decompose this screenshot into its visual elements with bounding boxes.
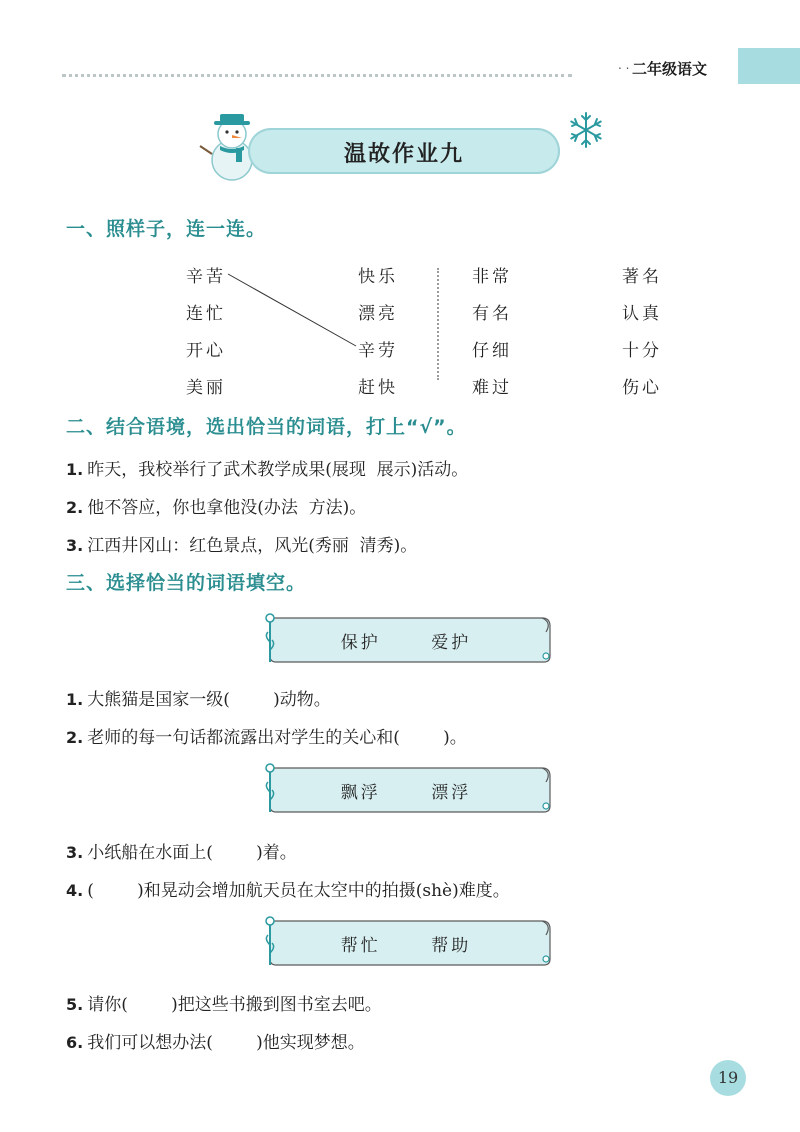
question-number: 2.: [66, 498, 84, 517]
question-number: 1.: [66, 690, 84, 709]
word-choice-scroll: [260, 762, 552, 816]
header-dotted-rule: [62, 74, 572, 77]
question-text[interactable]: 小纸船在水面上( )着。: [87, 843, 297, 863]
question-row: [66, 723, 467, 748]
title-banner: [248, 128, 560, 174]
match-word[interactable]: 辛苦: [186, 267, 226, 287]
question-text[interactable]: 江西井冈山：红色景点，风光(秀丽 清秀)。: [87, 536, 418, 556]
word-choice-scroll: [260, 612, 552, 666]
match-word[interactable]: 伤心: [622, 378, 662, 398]
question-row: [66, 493, 366, 518]
question-row: [66, 685, 331, 710]
word-options: 保护 爱护: [340, 633, 472, 653]
question-number: 1.: [66, 460, 84, 479]
grade-label-tab: [616, 48, 800, 84]
question-text[interactable]: ( )和晃动会增加航天员在太空中的拍摄(shè)难度。: [87, 881, 510, 901]
question-number: 4.: [66, 881, 84, 900]
question-row: [66, 531, 417, 556]
question-text[interactable]: 他不答应，你也拿他没(办法 方法)。: [87, 498, 367, 518]
match-word[interactable]: 连忙: [186, 304, 226, 324]
question-row: [66, 455, 468, 480]
page-title: 温故作业九: [343, 142, 464, 167]
match-word[interactable]: 快乐: [358, 267, 398, 287]
word-choice-scroll: [260, 915, 552, 969]
question-number: 6.: [66, 1033, 84, 1052]
question-row: [66, 838, 297, 863]
question-number: 2.: [66, 728, 84, 747]
question-row: [66, 1028, 365, 1053]
question-text[interactable]: 请你( )把这些书搬到图书室去吧。: [87, 995, 382, 1015]
section2-heading: 二、结合语境，选出恰当的词语，打上“√”。: [66, 416, 467, 438]
match-word[interactable]: 漂亮: [358, 304, 398, 324]
grade-dots: . .: [618, 58, 630, 72]
match-word[interactable]: 开心: [186, 341, 226, 361]
question-row: [66, 876, 510, 901]
match-word[interactable]: 非常: [472, 267, 512, 287]
example-connector-line: [228, 274, 356, 346]
match-word[interactable]: 十分: [622, 341, 662, 361]
question-text[interactable]: 大熊猫是国家一级( )动物。: [87, 690, 331, 710]
word-options: 飘浮 漂浮: [340, 783, 472, 803]
question-number: 3.: [66, 843, 84, 862]
column-divider: [437, 268, 439, 380]
question-number: 5.: [66, 995, 84, 1014]
match-word[interactable]: 美丽: [186, 378, 226, 398]
match-word[interactable]: 辛劳: [358, 341, 398, 361]
snowflake-icon: [566, 110, 606, 150]
section1-heading: 一、照样子，连一连。: [66, 218, 267, 240]
section3-heading: 三、选择恰当的词语填空。: [66, 572, 307, 594]
match-word[interactable]: 仔细: [472, 341, 512, 361]
word-options: 帮忙 帮助: [340, 936, 472, 956]
match-word[interactable]: 难过: [472, 378, 512, 398]
question-text[interactable]: 我们可以想办法( )他实现梦想。: [87, 1033, 365, 1053]
match-word[interactable]: 有名: [472, 304, 512, 324]
grade-label: 二年级语文: [632, 58, 711, 79]
question-text[interactable]: 老师的每一句话都流露出对学生的关心和( )。: [87, 728, 467, 748]
grade-tab-block: [738, 48, 800, 84]
question-number: 3.: [66, 536, 84, 555]
question-text[interactable]: 昨天，我校举行了武术教学成果(展现 展示)活动。: [87, 460, 469, 480]
question-row: [66, 990, 382, 1015]
match-word[interactable]: 著名: [622, 267, 662, 287]
match-word[interactable]: 赶快: [358, 378, 398, 398]
match-word[interactable]: 认真: [622, 304, 662, 324]
page-number: 19: [710, 1060, 746, 1096]
